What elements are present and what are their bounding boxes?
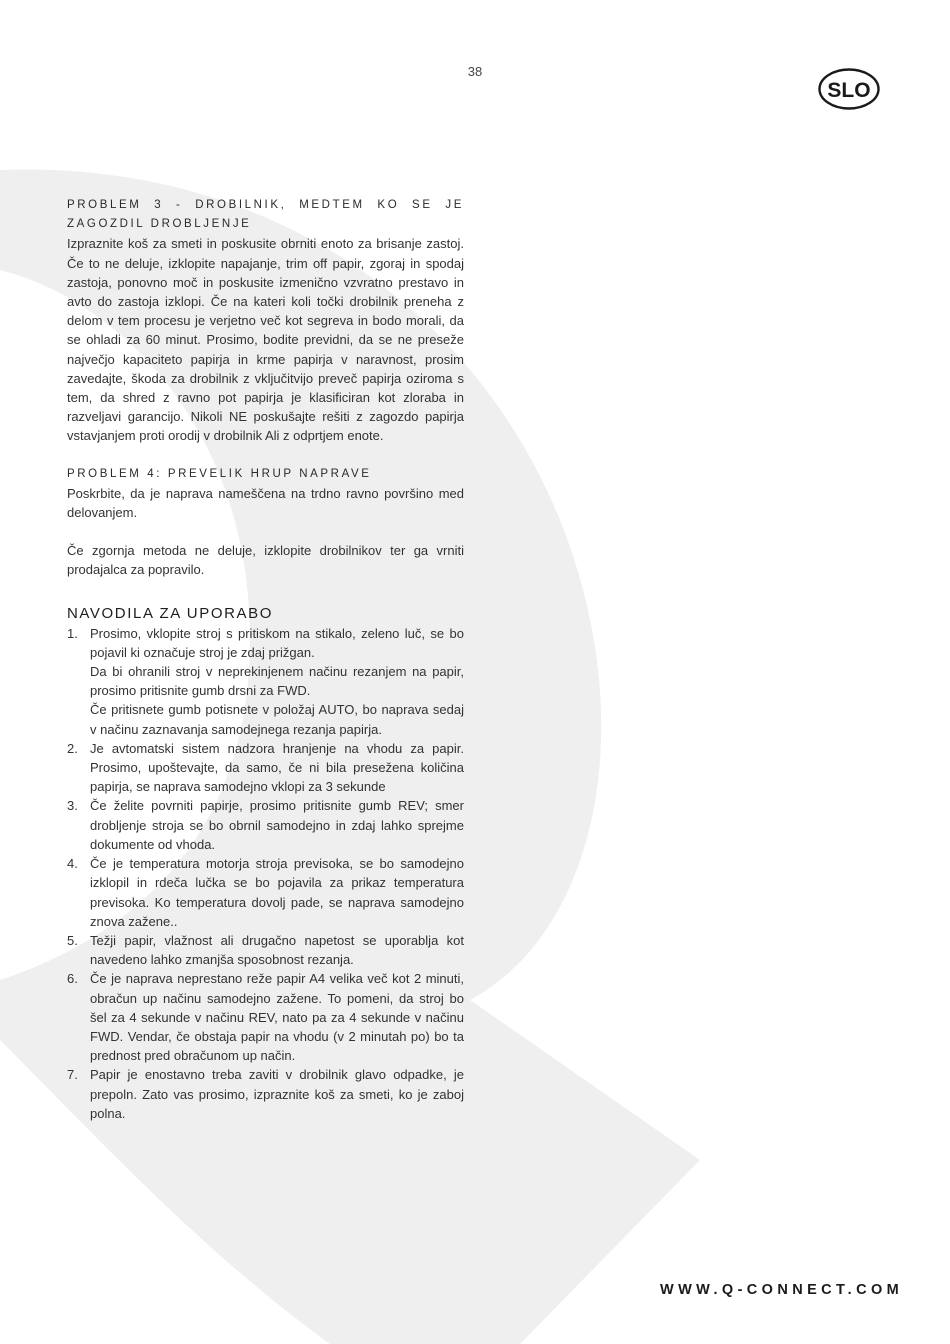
list-item-number: 3. [67,798,78,814]
language-badge [818,68,880,110]
list-item-text: Težji papir, vlažnost ali drugačno napetost se uporablja kot navedeno lahko zmanjša sposobnost rezanja. [90,932,464,968]
list-item-text: Da bi ohranili stroj v neprekinjenem načinu rezanjem na papir, prosimo pritisnite gumb drsni za FWD. [90,664,464,699]
list-item-number: 6. [67,971,78,987]
footer-website-url[interactable]: WWW.Q-CONNECT.COM [660,1282,904,1298]
instructions-heading: NAVODILA ZA UPORABO [67,604,274,622]
list-item [67,624,464,739]
list-item-number: 5. [67,932,78,948]
list-item [67,854,464,931]
list-item [67,796,464,854]
instructions-list [67,624,464,1123]
list-item-text: Če pritisnete gumb potisnete v položaj AUTO, bo naprava sedaj v načinu zaznavanja samodejnega rezanja papirja. [90,702,464,737]
list-item [67,931,464,969]
problem-4-body-2: Če zgornja metoda ne deluje, izklopite drobilnikov ter ga vrniti prodajalca za popravilo. [67,543,464,578]
list-item-number: 4. [67,856,78,872]
problem-3-body: Izpraznite koš za smeti in poskusite obrniti enoto za brisanje zastoj. Če to ne deluje, izklopite napajanje, trim off papir, zgoraj in spodaj zastoja, ponovno moč in poskusite izmenično vzvratno prestavo in avto do zastoja izklopi. Če na kateri koli točki drobilnik preneha z delom v tem procesu je verjetno več kot segreva in bodo morali, da se ohladi za 60 minut. Prosimo, bodite previdni, da se ne preseže največjo kapaciteto papirja in krme papirja v naravnost, prosim zavedajte, škoda za drobilnik z vključitvijo preveč papirja oziroma s tem, da shred z ravno pot papirja je klasificiran kot zloraba in razveljavi garancijo. Nikoli NE poskušajte rešiti z zagozdo papirja vstavjanjem proti orodij v drobilnik Ali z odprtjem enote. [67,236,464,444]
problem-4-heading: PROBLEM 4: PREVELIK HRUP NAPRAVE [67,467,372,480]
problem-3-heading: PROBLEM 3 - DROBILNIK, MEDTEM KO SE JE ZAGOZDIL DROBLJENJE [67,199,464,231]
list-item [67,969,464,1065]
list-item-number: 2. [67,740,78,756]
list-item [67,739,464,797]
list-item [67,1065,464,1123]
page-number: 38 [467,64,483,79]
list-item-text: Papir je enostavno treba zaviti v drobilnik glavo odpadke, je prepoln. Zato vas prosimo, izpraznite koš za smeti, ko je zaboj polna. [90,1067,464,1121]
main-content [67,196,464,1123]
problem-4-body-1: Poskrbite, da je naprava nameščena na trdno ravno površino med delovanjem. [67,485,464,521]
list-item-text: Prosimo, vklopite stroj s pritiskom na stikalo, zeleno luč, se bo pojavil ki označuje stroj je zdaj prižgan. [90,625,464,660]
list-item-text: Je avtomatski sistem nadzora hranjenje na vhodu za papir. Prosimo, upoštevajte, da samo, če ni bila presežena količina papirja, se naprava samodejno vklopi za 3 sekunde [90,740,464,795]
list-item-number: 7. [67,1067,78,1083]
list-item-text: Če želite povrniti papirje, prosimo pritisnite gumb REV; smer drobljenje stroja se bo obrnil samodejno in zdaj lahko sprejme dokumente od vhoda. [90,798,464,852]
language-badge-label: SLO [827,79,871,102]
list-item-text: Če je temperatura motorja stroja previsoka, se bo samodejno izklopil in rdeča lučka se bo pojavila za prikaz temperatura previsoka. Ko temperatura dovolj pade, se naprava samodejno znova zažene.. [90,856,464,929]
list-item-text: Če je naprava neprestano reže papir A4 velika več kot 2 minuti, obračun up načinu samodejno zažene. To pomeni, da stroj bo šel za 4 sekunde v načinu REV, nato pa za 4 sekunde v načinu FWD. Vendar, če obstaja papir na vhodu (v 2 minutah po) bo ta prednost pred obračunom up način. [90,971,464,1064]
list-item-number: 1. [67,625,78,641]
